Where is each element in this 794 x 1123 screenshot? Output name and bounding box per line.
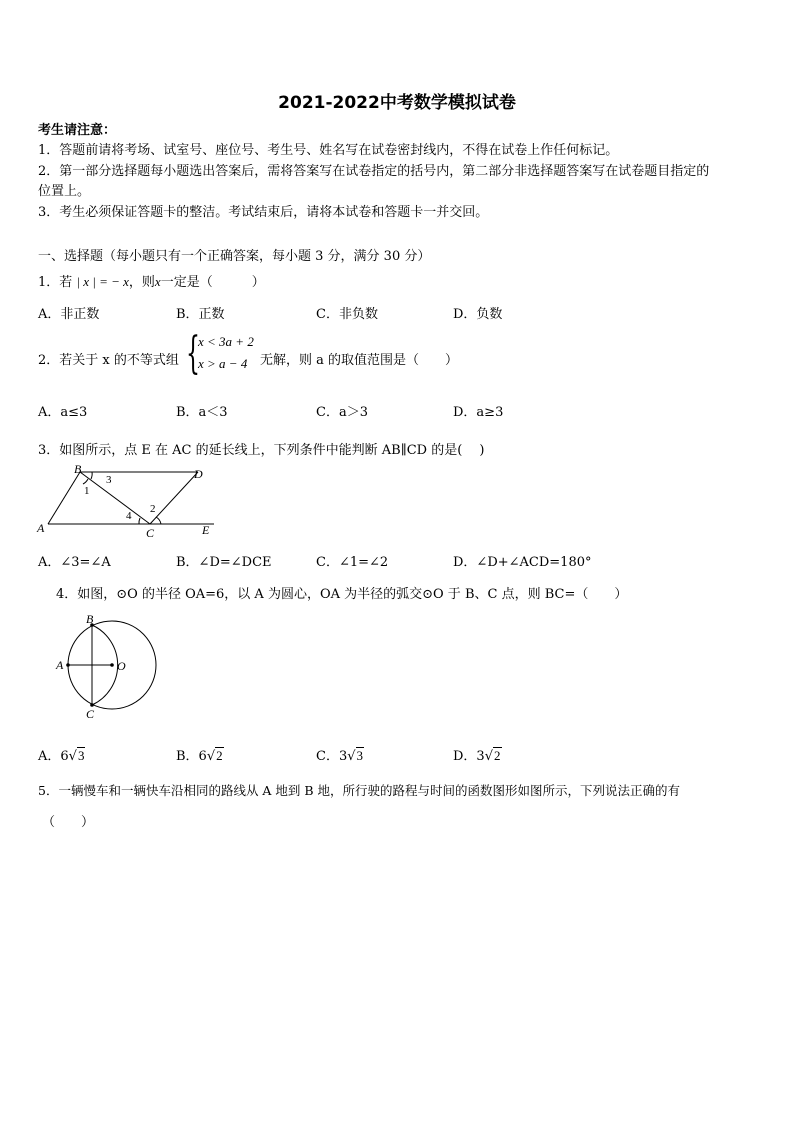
label-angle-1: 1 (84, 485, 90, 497)
label-c: C (86, 707, 95, 720)
question-1-stem (38, 271, 265, 290)
angle-1-arc (83, 479, 88, 484)
q2-option-a[interactable]: A．a≤3 (38, 405, 88, 420)
left-brace: { (186, 328, 200, 379)
question-5-paren: （ ） (42, 815, 95, 830)
q1-variable: x (154, 274, 161, 289)
q2-option-b[interactable]: B．a＜3 (176, 405, 228, 420)
q1-option-a[interactable]: A．非正数 (38, 307, 100, 322)
notice-line-3: 3．考生必须保证答题卡的整洁。考试结束后，请将本试卷和答题卡一并交回。 (38, 205, 489, 220)
radicand: 3 (356, 748, 364, 763)
label-angle-2: 2 (150, 503, 156, 515)
angle-2-arc (156, 517, 161, 524)
radicand: 2 (216, 748, 223, 763)
q4-option-b[interactable] (176, 745, 224, 764)
line-bc (80, 472, 150, 524)
q2-option-d[interactable]: D．a≥3 (453, 405, 504, 420)
q3-option-a[interactable]: A．∠3=∠A (38, 555, 111, 570)
label-d: D (194, 467, 203, 481)
q1-prefix: 1．若 (38, 275, 73, 290)
line-ab (48, 472, 80, 524)
q4-option-b-prefix: B．6 (176, 749, 207, 764)
point-o (110, 663, 114, 667)
inequality-1: x < 3a + 2 (198, 334, 254, 349)
notice-line-1: 1．答题前请将考场、试室号、座位号、考生号、姓名写在试卷密封线内，不得在试卷上作任何标记。 (38, 143, 619, 158)
sqrt-symbol: √3 (68, 748, 85, 764)
label-angle-4: 4 (126, 510, 132, 522)
label-a: A (56, 658, 64, 672)
question-4-stem: 4．如图，⊙O 的半径 OA=6，以 A 为圆心，OA 为半径的弧交⊙O 于 B、C 点，则 BC=（ ） (56, 587, 628, 602)
line-dc (150, 472, 198, 524)
radicand: 2 (494, 748, 501, 763)
q4-option-c[interactable] (316, 745, 364, 764)
label-b: B (86, 614, 94, 626)
q1-expression: | x | = − x (76, 274, 129, 289)
q4-option-a[interactable] (38, 745, 85, 764)
label-e: E (202, 523, 210, 537)
circle-figure (54, 614, 158, 720)
section-heading: 一、选择题（每小题只有一个正确答案，每小题 3 分，满分 30 分） (38, 249, 431, 264)
q3-option-c[interactable]: C．∠1=∠2 (316, 555, 389, 570)
inequality-system (186, 328, 266, 379)
notice-line-2: 2．第一部分选择题每小题选出答案后，需将答案写在试卷指定的括号内，第二部分非选择题答案写在试卷题目指定的 (38, 164, 710, 179)
q1-option-c[interactable]: C．非负数 (316, 307, 378, 322)
q3-option-b[interactable]: B．∠D=∠DCE (176, 555, 272, 570)
inequality-2: x > a − 4 (198, 356, 248, 371)
radicand: 3 (77, 748, 85, 763)
q1-mid: ，则 (128, 275, 155, 290)
angle-4-arc (139, 518, 140, 524)
q4-option-d-prefix: D．3 (453, 749, 485, 764)
q3-option-d[interactable]: D．∠D+∠ACD=180° (453, 555, 592, 570)
q2-option-c[interactable]: C．a＞3 (316, 405, 368, 420)
q1-option-b[interactable]: B．正数 (176, 307, 225, 322)
angle-3-arc (91, 472, 92, 479)
sqrt-symbol: √2 (484, 748, 501, 764)
q1-option-d[interactable]: D．负数 (453, 307, 503, 322)
question-2-suffix: 无解，则 a 的取值范围是（ ） (260, 353, 459, 368)
question-2-prefix: 2．若关于 x 的不等式组 (38, 353, 179, 368)
label-o: O (117, 659, 126, 673)
sqrt-symbol: √3 (347, 748, 364, 764)
label-a: A (37, 521, 45, 535)
parallelogram-figure (36, 462, 220, 542)
page-title: 2021-2022中考数学模拟试卷 (278, 93, 516, 113)
label-c: C (146, 526, 155, 540)
notice-line-2b: 位置上。 (38, 184, 91, 199)
sqrt-symbol: √2 (206, 748, 223, 764)
q4-option-c-prefix: C．3 (316, 749, 348, 764)
label-b: B (74, 462, 82, 476)
label-angle-3: 3 (106, 474, 112, 486)
question-5-stem: 5．一辆慢车和一辆快车沿相同的路线从 A 地到 B 地，所行驶的路程与时间的函数图形如图所示，下列说法正确的有 (38, 783, 681, 798)
question-3-stem: 3．如图所示，点 E 在 AC 的延长线上，下列条件中能判断 AB∥CD 的是( ) (38, 443, 485, 458)
q4-option-d[interactable] (453, 745, 502, 764)
q1-suffix: 一定是（ ） (160, 275, 265, 290)
q4-option-a-prefix: A．6 (38, 749, 69, 764)
point-a (66, 663, 70, 667)
notice-heading: 考生请注意： (38, 123, 117, 138)
